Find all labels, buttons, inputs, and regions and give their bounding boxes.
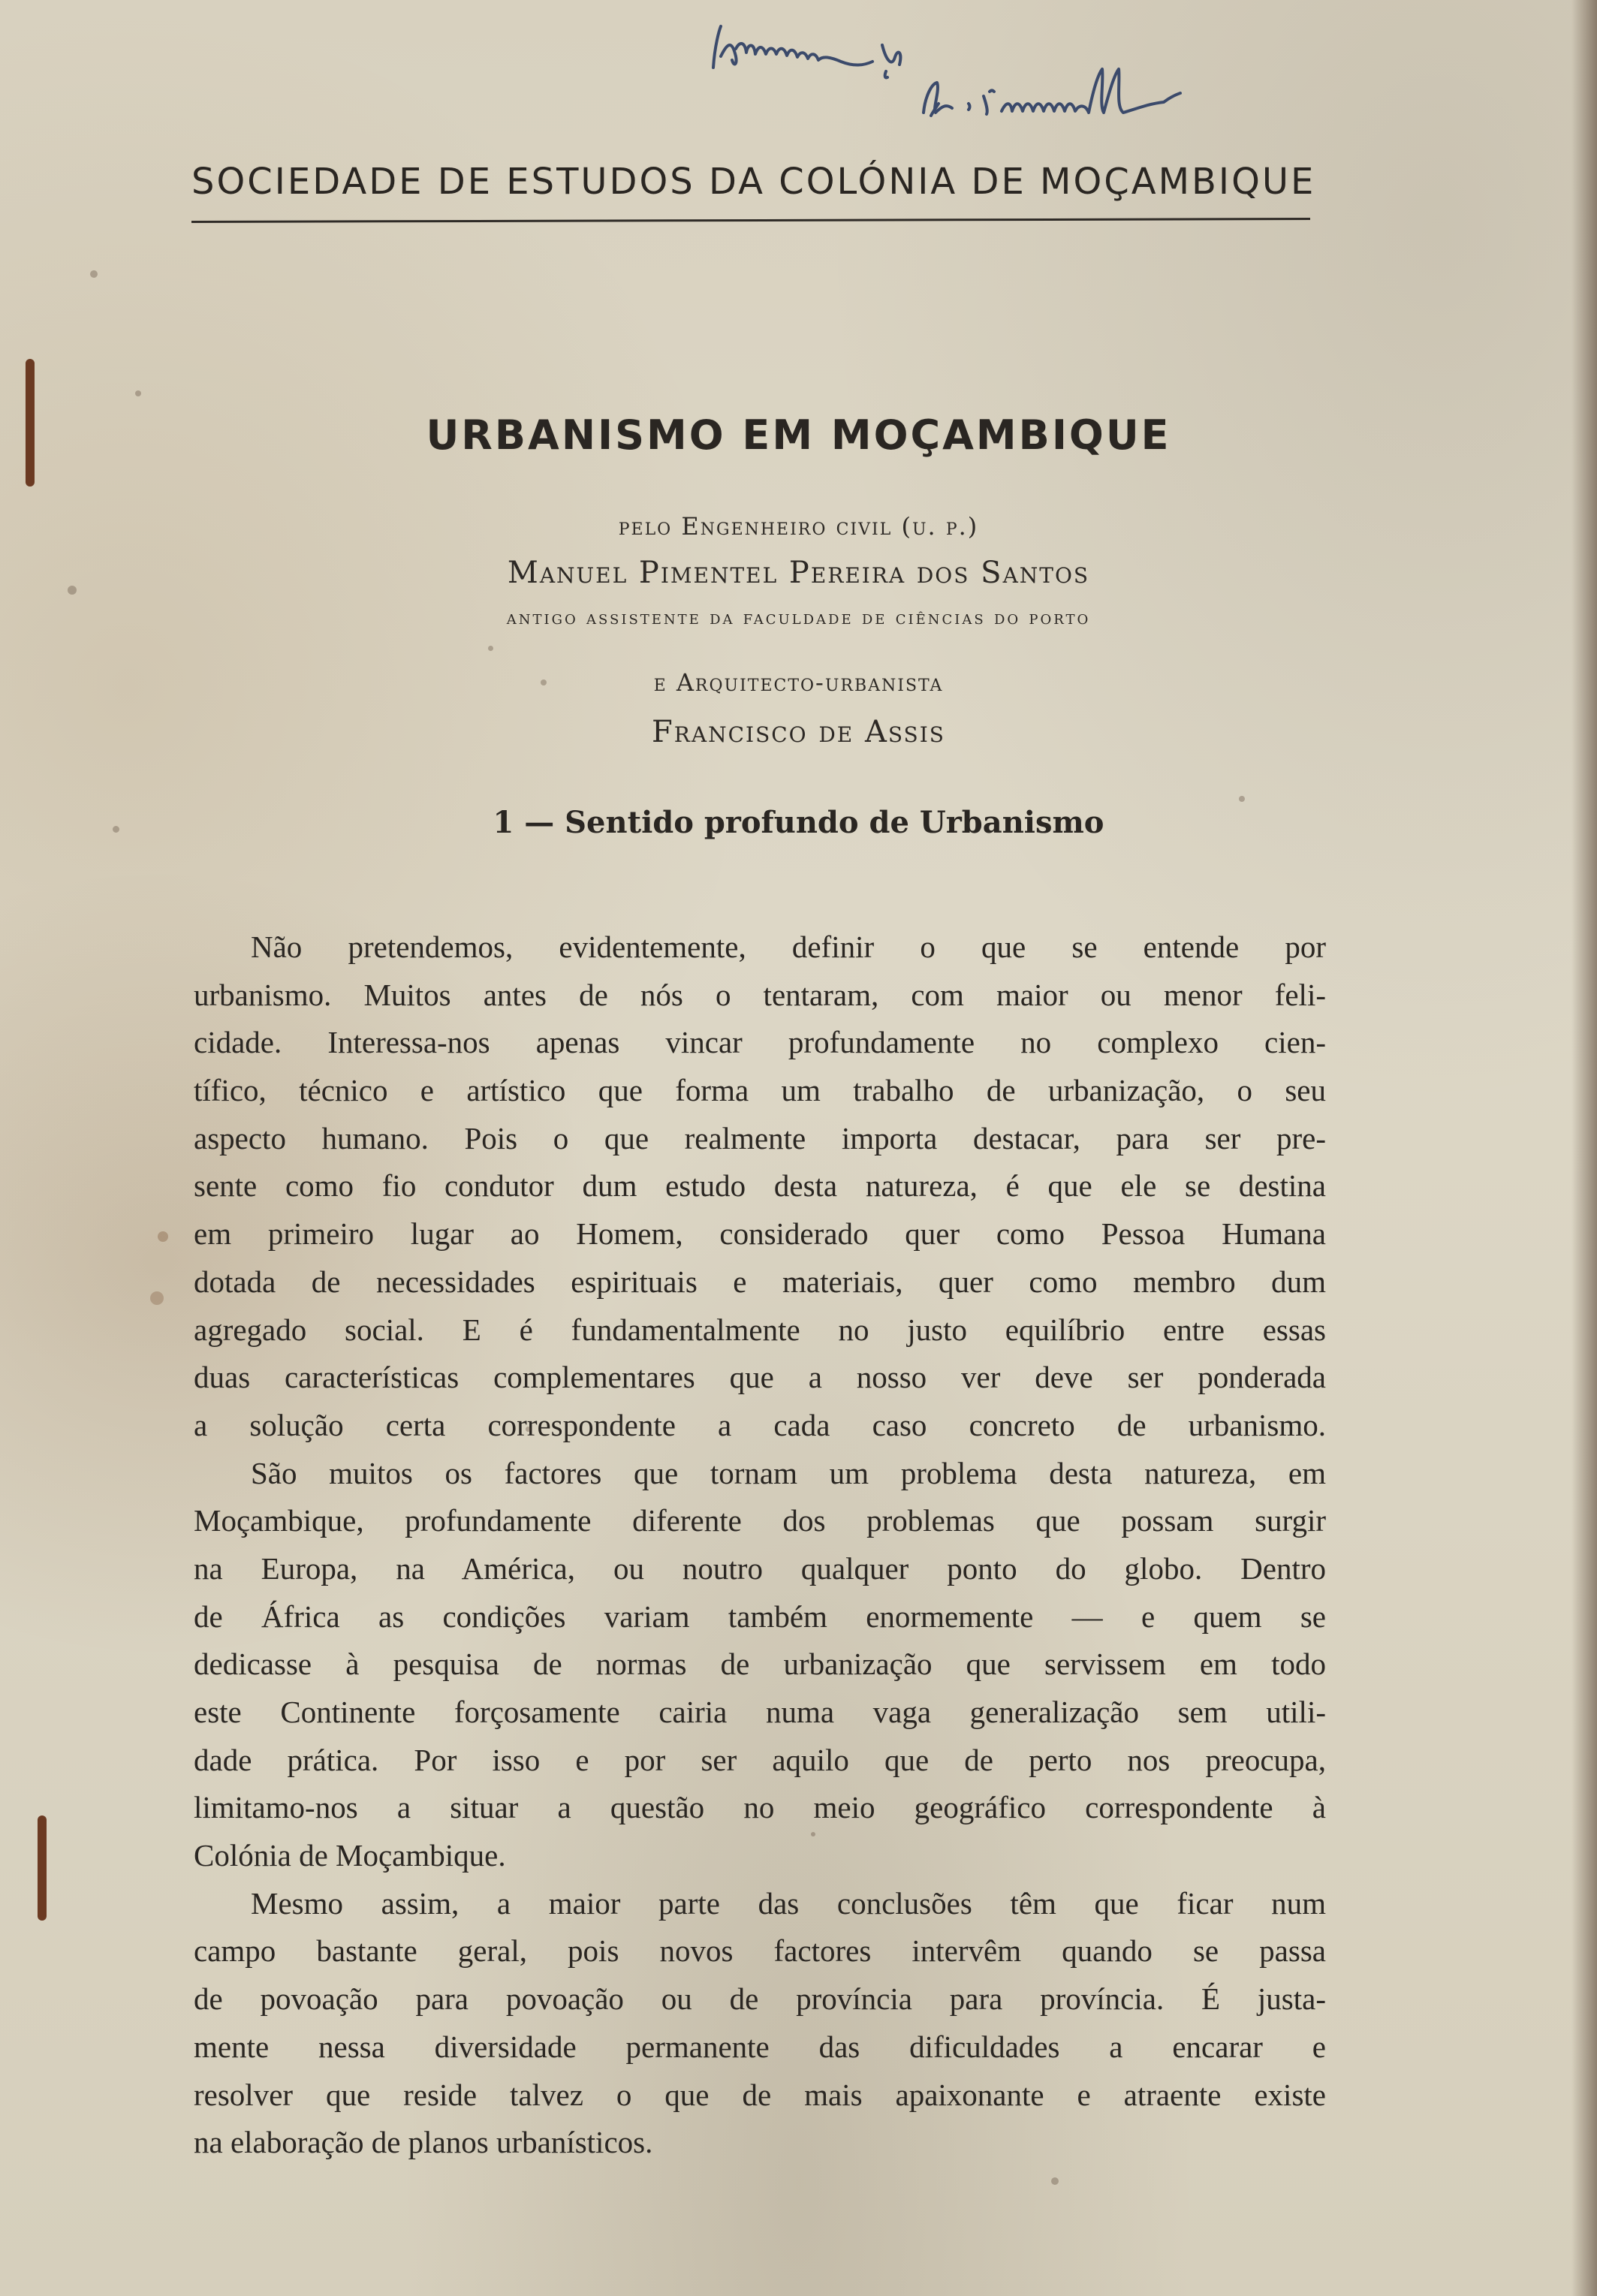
text-line: tífico, técnico e artístico que forma um trabalho de urbanização, o seu [194, 1073, 1326, 1108]
text-line: duas características complementares que a nosso ver deve ser ponderada [194, 1360, 1326, 1395]
text-line: Não pretendemos, evidentemente, definir o que se entende por [251, 930, 1326, 964]
document-title: URBANISMO EM MOÇAMBIQUE [426, 411, 1171, 459]
text-line: mente nessa diversidade permanente das dificuldades a encarar e [194, 2029, 1326, 2064]
section-heading: 1 — Sentido profundo de Urbanismo [493, 805, 1104, 840]
society-header: SOCIEDADE DE ESTUDOS DA COLÓNIA DE MOÇAMBIQUE [191, 161, 1316, 203]
page-edge-shadow [1571, 0, 1597, 2296]
text-line: limitamo-nos a situar a questão no meio geográfico correspondente à [194, 1790, 1326, 1825]
text-line: cidade. Interessa-nos apenas vincar profundamente no complexo cien- [194, 1025, 1326, 1060]
author1-affiliation: antigo assistente da faculdade de ciências do porto [506, 607, 1091, 629]
foxing-spot [68, 586, 77, 595]
text-line: Moçambique, profundamente diferente dos problemas que possam surgir [194, 1503, 1326, 1538]
text-line: Mesmo assim, a maior parte das conclusões têm que ficar num [251, 1885, 1326, 1921]
by-line: pelo Engenheiro civil (u. p.) [618, 512, 979, 541]
text-line: urbanismo. Muitos antes de nós o tentaram, com maior ou menor feli- [194, 977, 1326, 1012]
text-line: a solução certa correspondente a cada caso concreto de urbanismo. [194, 1407, 1326, 1442]
author2-name: Francisco de Assis [652, 715, 945, 749]
text-line: aspecto humano. Pois o que realmente importa destacar, para ser pre- [194, 1120, 1326, 1156]
text-line: de África as condições variam também enormemente — e quem se [194, 1598, 1326, 1634]
foxing-spot [113, 826, 119, 833]
text-line: campo bastante geral, pois novos factores intervêm quando se passa [194, 1933, 1326, 1969]
text-line: na elaboração de planos urbanísticos. [194, 2125, 653, 2160]
foxing-spot [1239, 796, 1245, 802]
foxing-spot [541, 679, 547, 685]
foxing-spot [526, 1427, 531, 1432]
text-line: este Continente forçosamente cairia numa vaga generalização sem utili- [194, 1695, 1326, 1729]
header-rule [191, 218, 1310, 223]
binding-hole-mark [38, 1815, 47, 1921]
text-line: Colónia de Moçambique. [194, 1838, 506, 1873]
handwritten-signature [698, 15, 1359, 165]
text-line: dedicasse à pesquisa de normas de urbanização que servissem em todo [194, 1647, 1326, 1682]
text-line: resolver que reside talvez o que de mais apaixonante e atraente existe [194, 2077, 1326, 2112]
foxing-spot [1051, 2177, 1059, 2185]
foxing-spot [158, 1231, 168, 1242]
text-line: São muitos os factores que tornam um problema desta natureza, em [251, 1455, 1326, 1490]
foxing-spot [150, 1291, 164, 1305]
text-line: na Europa, na América, ou noutro qualquer ponto do globo. Dentro [194, 1550, 1326, 1586]
text-line: em primeiro lugar ao Homem, considerado quer como Pessoa Humana [194, 1216, 1326, 1252]
body-text [194, 924, 1326, 2167]
text-line: agregado social. E é fundamentalmente no justo equilíbrio entre essas [194, 1312, 1326, 1347]
connector-line: e Arquitecto-urbanista [653, 668, 944, 697]
foxing-spot [488, 646, 493, 651]
foxing-spot [135, 390, 141, 396]
text-line: sente como fio condutor dum estudo desta natureza, é que ele se destina [194, 1168, 1326, 1204]
foxing-spot [811, 1832, 815, 1836]
author1-name: Manuel Pimentel Pereira dos Santos [507, 556, 1090, 590]
text-line: dotada de necessidades espirituais e materiais, quer como membro dum [194, 1264, 1326, 1299]
text-line: dade prática. Por isso e por ser aquilo que de perto nos preocupa, [194, 1742, 1326, 1777]
text-line: de povoação para povoação ou de província para província. É justa- [194, 1981, 1326, 2017]
foxing-spot [90, 270, 98, 278]
